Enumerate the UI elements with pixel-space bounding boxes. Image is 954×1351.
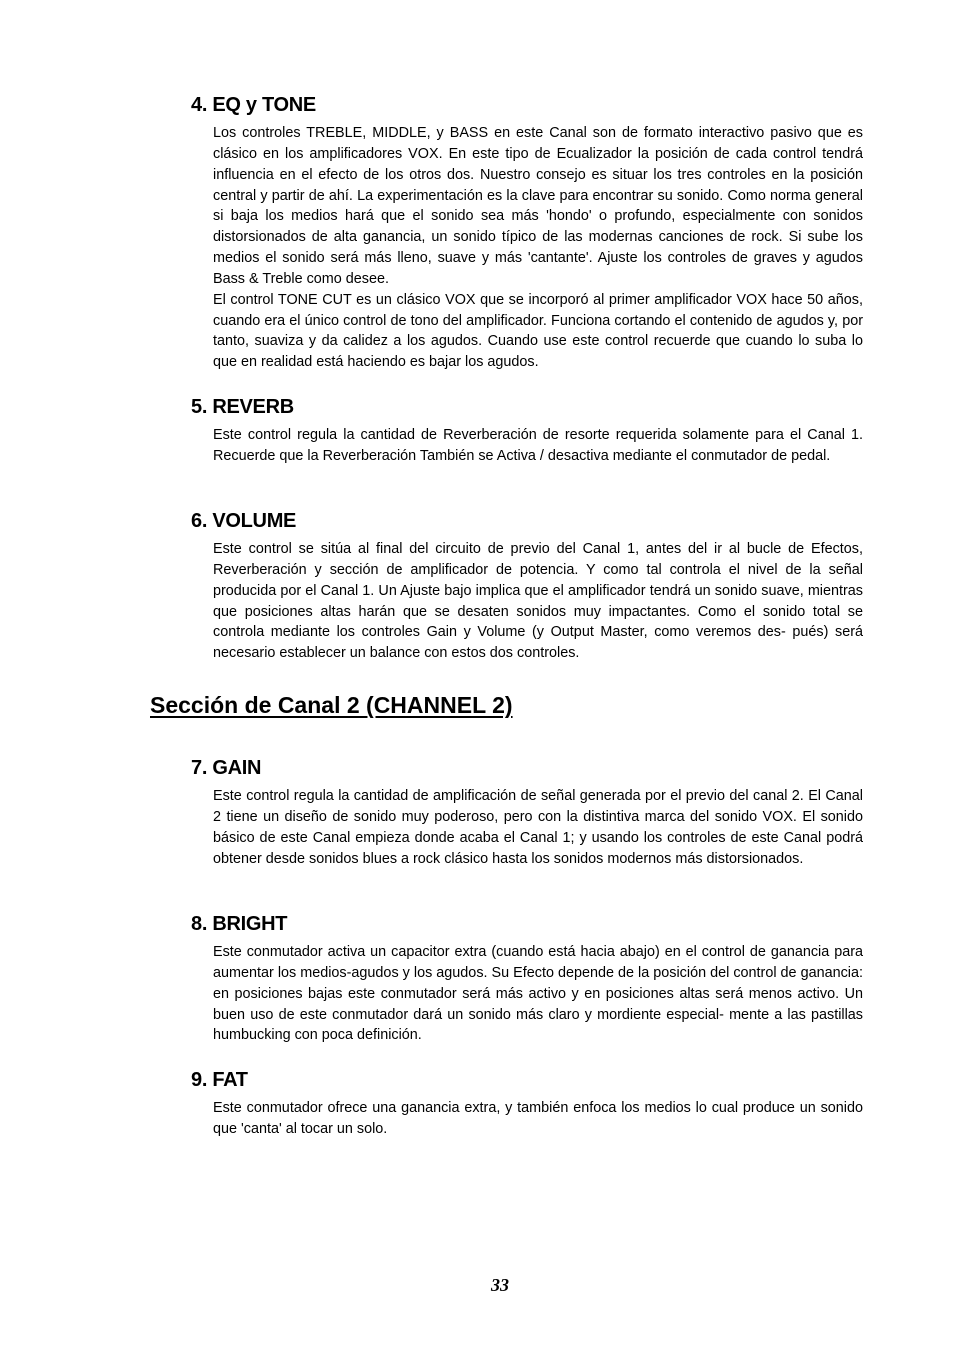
eq-tone-paragraph-2: El control TONE CUT es un clásico VOX que se incorporó al primer amplificador VOX hace 50 años, cuando era el único control de tono del amplificador. Funciona cortando el contenido de agudos y, por tanto, suaviza y da calidez a los agudos. Cuando use este control recuerde que cuando lo suba lo que en realidad está haciendo es bajar los agudos. bbox=[213, 291, 863, 371]
gain-paragraph-1: Este control regula la cantidad de amplificación de señal generada por el previo del canal 2. El Canal 2 tiene un diseño de sonido muy poderoso, pero con la distintiva marca del sonido VOX. El sonido básico de este Canal empieza donde acaba el Canal 1; y usando los controles de este Canal podrá obtener desde sonidos blues a rock clásico hasta los sonidos modernos más distorsionados. bbox=[213, 788, 863, 867]
gain-body bbox=[213, 786, 863, 869]
channel2-section-title: Sección de Canal 2 (CHANNEL 2) bbox=[150, 692, 513, 718]
heading-fat: 9. FAT bbox=[191, 1069, 248, 1091]
eq-tone-paragraph-1: Los controles TREBLE, MIDDLE, y BASS en este Canal son de formato interactivo pasivo que es clásico en los amplificadores VOX. En este tipo de Ecualizador la posición de cada control tendrá influencia en el efecto de los otros dos. Nuestro consejo es situar los tres controles en la posición central y partir de ahí. La experimentación es la clave para encontrar su sonido. Como norma general si baja los medios hará que el sonido sea más 'hondo' o profundo, especialmente con sonidos distorsionados de alta ganancia, un sonido típico de las modernas canciones de rock. Si sube los medios el sonido será más lleno, suave y más 'cantante'. Ajuste los controles de graves y agudos Bass & Treble como desee. bbox=[213, 125, 863, 287]
bright-paragraph-1: Este conmutador activa un capacitor extra (cuando está hacia abajo) en el control de ganancia para aumentar los medios-agudos y los agudos. Su Efecto depende de la posición del control de ganancia: en posiciones bajas este conmutador será más activo y en posiciones altas será menos activo. Un buen uso de este conmutador dará un sonido más claro y mordiente especial- mente a las pastillas humbucking con poca definición. bbox=[213, 944, 863, 1044]
heading-volume: 6. VOLUME bbox=[191, 510, 297, 532]
heading-gain: 7. GAIN bbox=[191, 757, 262, 779]
reverb-paragraph-1: Este control regula la cantidad de Reverberación de resorte requerida solamente para el Canal 1. Recuerde que la Reverberación También se Activa / desactiva mediante el conmutador de pedal. bbox=[213, 427, 863, 464]
heading-bright: 8. BRIGHT bbox=[191, 913, 288, 935]
fat-body bbox=[213, 1098, 863, 1140]
reverb-body bbox=[213, 425, 863, 467]
heading-eq-tone: 4. EQ y TONE bbox=[191, 94, 316, 116]
page-number: 33 bbox=[491, 1275, 509, 1295]
fat-paragraph-1: Este conmutador ofrece una ganancia extra, y también enfoca los medios lo cual produce un sonido que 'canta' al tocar un solo. bbox=[213, 1100, 863, 1137]
volume-paragraph-1: Este control se sitúa al final del circuito de previo del Canal 1, antes del ir al bucle de Efectos, Reverberación y sección de amplificador de potencia. Y como tal controla el nivel de la señal producida por el Canal 1. Un Ajuste bajo implica que el amplificador tendrá un sonido suave, mientras que posiciones altas harán que se desaten sonidos muy impactantes. Como el sonido total se controla mediante los controles Gain y Volume (y Output Master, como veremos des- pués) será necesario establecer un balance con estos dos controles. bbox=[213, 541, 863, 662]
bright-body bbox=[213, 942, 863, 1046]
volume-body bbox=[213, 539, 863, 664]
eq-tone-body bbox=[213, 123, 863, 373]
heading-reverb: 5. REVERB bbox=[191, 396, 294, 418]
